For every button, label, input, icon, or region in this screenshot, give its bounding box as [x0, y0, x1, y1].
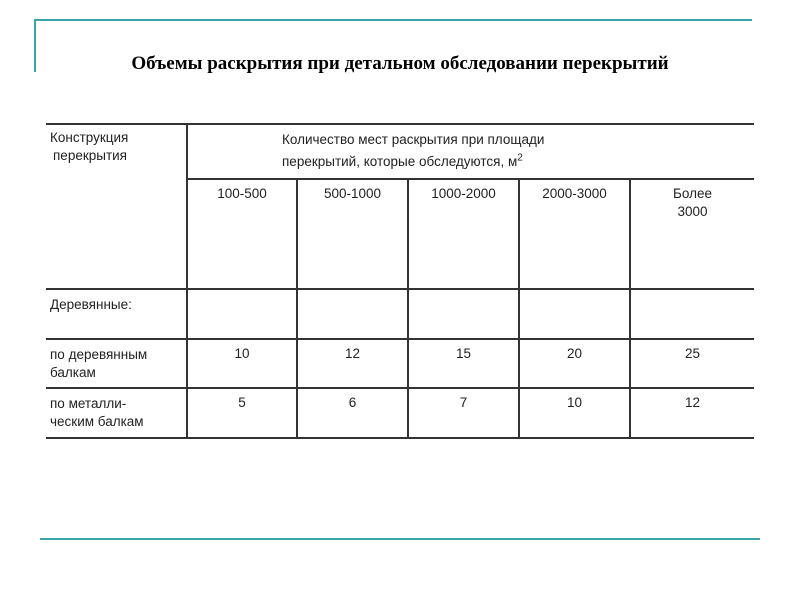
construction-header	[50, 129, 182, 165]
table-rule-top	[46, 123, 754, 125]
table-cell: 12	[684, 395, 701, 410]
row-label	[50, 346, 186, 382]
table-cell: 20	[566, 346, 583, 361]
table-cell: 12	[344, 346, 361, 361]
decorative-left-rule	[34, 19, 36, 72]
construction-header-line2: перекрытия	[53, 148, 127, 163]
area-column-header: 1000-2000	[431, 186, 496, 201]
table-cell: 25	[684, 346, 701, 361]
area-unit-superscript: 2	[517, 152, 523, 164]
area-column-header-last	[631, 185, 754, 221]
openings-table	[46, 123, 754, 440]
table-rule-row1	[46, 338, 754, 340]
table-rule-row2	[46, 387, 754, 389]
row-label-line2: балкам	[50, 365, 96, 380]
table-cell: 15	[455, 346, 472, 361]
page-title: Объемы раскрытия при детальном обследовании перекрытий	[131, 53, 669, 74]
table-cell: 10	[566, 395, 583, 410]
table-rule-header-bottom	[46, 288, 754, 290]
row-label-line1: по металли-	[50, 396, 127, 411]
area-column-header-last-line1: Более	[673, 186, 712, 201]
area-column-header: 500-1000	[323, 186, 382, 201]
area-group-header-line1: Количество мест раскрытия при площади	[282, 132, 545, 147]
area-group-header	[282, 131, 722, 171]
area-group-header-line2	[282, 153, 722, 171]
area-column-header: 100-500	[217, 186, 267, 201]
decorative-top-rule	[34, 19, 752, 21]
table-col-rule-1	[186, 123, 188, 439]
row-label	[50, 395, 186, 431]
row-label-line1: Деревянные:	[50, 297, 132, 312]
table-cell: 7	[459, 395, 468, 410]
table-cell: 5	[238, 395, 246, 410]
table-rule-bottom	[46, 437, 754, 439]
row-label-line1: по деревянным	[50, 347, 148, 362]
decorative-bottom-rule	[40, 538, 760, 540]
area-column-header: 2000-3000	[542, 186, 607, 201]
table-rule-subheader	[186, 178, 754, 180]
area-column-header-last-line2: 3000	[677, 204, 708, 219]
row-label-line2: ческим балкам	[50, 414, 144, 429]
construction-header-line1: Конструкция	[50, 130, 129, 145]
table-cell: 10	[234, 346, 250, 361]
area-group-header-line2-text: перекрытий, которые обследуются, м	[282, 154, 518, 169]
table-cell: 6	[348, 395, 357, 410]
row-label	[50, 296, 182, 314]
